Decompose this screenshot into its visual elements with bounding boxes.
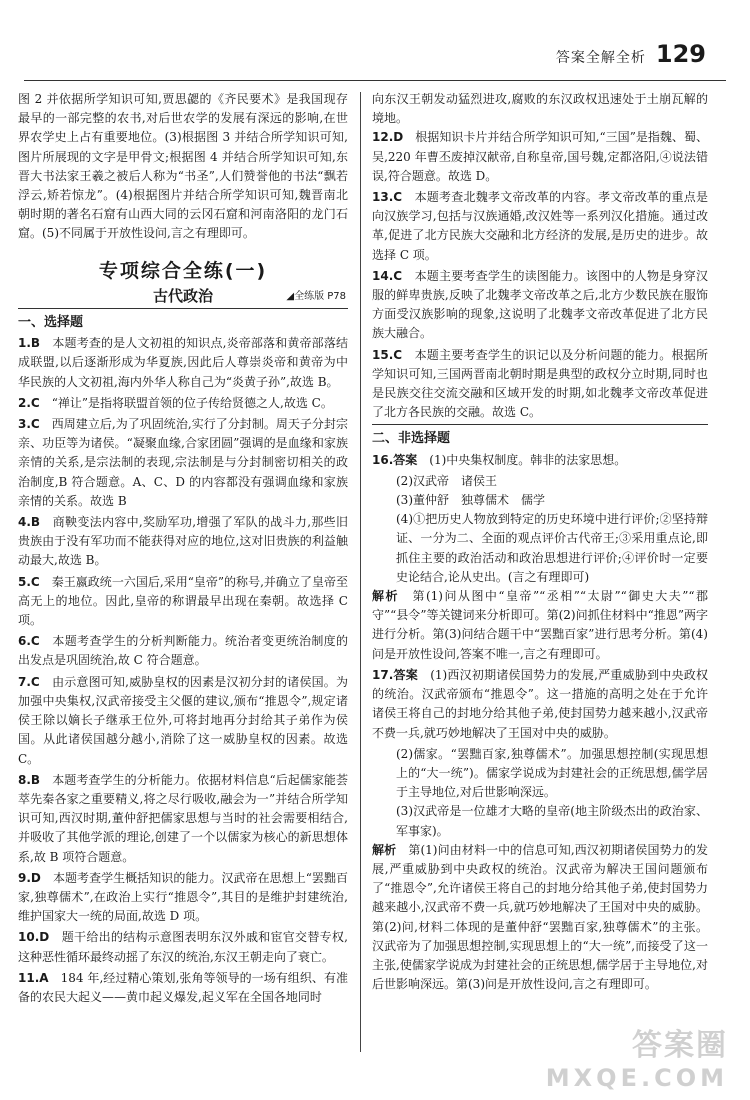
answer-line [372, 666, 708, 743]
question-item [18, 632, 348, 670]
question-text: 题干给出的结构示意图表明东汉外戚和宦官交替专权,这种恶性循环最终动摇了东汉的统治,东汉王朝走向了衰亡。 [18, 930, 348, 964]
question-number: 5.C [18, 574, 40, 589]
question-number: 11.A [18, 970, 49, 985]
answer-line: (2)儒家。“罢黜百家,独尊儒术”。加强思想控制(实现思想上的“大一统”)。儒家学说成为封建社会的正统思想,儒学居于主导地位,对后世影响深远。 [396, 746, 708, 800]
question-text: 本题主要考查学生的读图能力。该图中的人物是身穿汉服的鲜卑贵族,反映了北魏孝文帝改革之后,北方少数民族在服饰方面受汉族影响的现象,这说明了北魏孝文帝改革促进了北方民族大融合。 [372, 268, 708, 341]
analysis-label: 解析 [372, 589, 399, 604]
question-16 [372, 451, 708, 664]
watermark-text-top: 答案圈 [632, 1028, 728, 1063]
page-number: 129 [655, 40, 706, 68]
question-item [372, 267, 708, 344]
section-heading-nonchoice: 二、非选择题 [372, 431, 451, 447]
section-rule [372, 424, 708, 425]
question-item [18, 673, 348, 769]
question-number: 7.C [18, 674, 40, 689]
question-text: 184 年,经过精心策划,张角等领导的一场有组织、有准备的农民大起义——黄巾起义爆发,起义军在全国各地同时 [18, 970, 348, 1004]
question-item [18, 771, 348, 867]
section-rule [18, 308, 348, 309]
question-number: 9.D [18, 870, 41, 885]
question-17 [372, 666, 708, 994]
right-intro-paragraph: 向东汉王朝发动猛烈进攻,腐败的东汉政权迅速处于土崩瓦解的境地。 [372, 92, 708, 126]
answer-line: (3)董仲舒 独尊儒术 儒学 [396, 493, 545, 508]
analysis-paragraph [372, 587, 708, 664]
section-subtitle: 古代政治 [152, 286, 213, 305]
question-item [372, 128, 708, 186]
question-text: 本题考查学生的分析能力。依据材料信息“后起儒家能荟萃先秦各家之重要精义,将之尽行吸收,融会为一”并结合所学知识可知,西汉时期,董仲舒把儒家思想与当时的社会需要相结合,并吸收了其他学派的理论,创建了一个以儒家为核心的新思想体系,故 B 项符合题意。 [18, 772, 348, 864]
analysis-text: 第(1)问从图中“皇帝”“丞相”“太尉”“御史大夫”“郡守”“县令”等关键词来分析即可。第(2)问抓住材料中“推恩”两字进行分析。第(3)问结合题干中“罢黜百家”进行思考分析。第(4)问是开放性设问,答案不唯一,言之有理即可。 [372, 589, 708, 661]
header-label: 答案全解全析 [555, 50, 646, 66]
question-number: 2.C [18, 395, 40, 410]
question-text: 本题考查的是人文初祖的知识点,炎帝部落和黄帝部落结成联盟,以后逐渐形成为华夏族,因此后人尊崇炎帝和黄帝为中华民族的人文初祖,海内外华人称自己为“炎黄子孙”,故选 B。 [18, 336, 348, 389]
left-question-list [18, 334, 348, 1007]
question-item [18, 334, 348, 392]
question-text: 商鞅变法内容中,奖励军功,增强了军队的战斗力,那些旧贵族由于没有军功而不能获得对应的地位,这对旧贵族的利益触动最大,故选 B。 [18, 515, 348, 568]
watermark-text-bottom: MXQE.COM [545, 1064, 728, 1092]
analysis-paragraph [372, 841, 708, 995]
page-reference: ◢全练版 P78 [286, 290, 346, 302]
question-number: 4.B [18, 515, 41, 530]
answer-text: (1)中央集权制度。韩非的法家思想。 [429, 452, 627, 467]
right-column [372, 90, 708, 996]
answer-line [372, 451, 708, 470]
question-number: 8.B [18, 772, 41, 787]
question-number: 15.C [372, 347, 403, 362]
question-number: 13.C [372, 190, 403, 205]
question-text: 根据知识卡片并结合所学知识可知,“三国”是指魏、蜀、吴,220 年曹丕废掉汉献帝,自称皇帝,国号魏,定都洛阳,④说法错误,符合题意。故选 D。 [372, 130, 708, 183]
question-item [18, 415, 348, 511]
left-intro-paragraph: 图 2 并依据所学知识可知,贾思勰的《齐民要术》是我国现存最早的一部完整的农书,对后世农学的发展有深远的影响,在世界农学史上占有重要地位。(3)根据图 3 并结合所学知识可知,图片所展现的文字是甲骨文;根据图 4 并结合所学知识可知,东晋大书法家王羲之被后人称为“书圣”,人们赞誉他的书法“飘若浮云,矫若惊龙”。(4)根据图片并结合所学知识可知,魏晋南北朝时期的著名石窟有山西大同的云冈石窟和河南洛阳的龙门石窟。(5)不同属于开放性设问,言之有理即可。 [18, 92, 348, 241]
question-text: 本题主要考查学生的识记以及分析问题的能力。根据所学知识可知,三国两晋南北朝时期是典型的政权分立时期,同时也是民族交往交流交融和区域开发的时期,如北魏孝文帝改革促进了北方各民族的交融。故选 C。 [372, 347, 708, 420]
page-header [556, 40, 706, 68]
header-rule [24, 80, 726, 81]
answer-line: (3)汉武帝是一位雄才大略的皇帝(地主阶级杰出的政治家、军事家)。 [396, 804, 708, 838]
question-item [372, 188, 708, 265]
question-number: 14.C [372, 268, 403, 283]
question-item [18, 573, 348, 631]
question-item [18, 513, 348, 571]
answer-text: (1)西汉初期诸侯国势力的发展,严重威胁到中央政权的统治。汉武帝颁布“推恩令”。这一措施的高明之处在于允许诸侯王将自己的封地分给其他子弟,使封国势力越来越小,汉武帝不费一兵,就巧妙地解决了王国对中央的威胁。 [372, 667, 708, 740]
question-number: 1.B [18, 336, 41, 351]
column-divider [360, 92, 361, 1052]
section-heading-choice: 一、选择题 [18, 315, 84, 331]
analysis-text: 第(1)问由材料一中的信息可知,西汉初期诸侯国势力的发展,严重威胁到中央政权的统治。汉武帝为解决王国问题颁布了“推恩令”,允许诸侯王将自己的封地分给其他子弟,使封国势力越来越小,汉武帝不费一兵,就巧妙地解决了王国对中央的威胁。第(2)问,材料二体现的是董仲舒“罢黜百家,独尊儒术”的主张。汉武帝为了加强思想控制,实现思想上的“大一统”,而接受了这一主张,使儒家学说成为封建社会的正统思想,儒学居于主导地位,对后世影响深远。第(3)问是开放性设问,言之有理即可。 [372, 842, 708, 992]
question-item [18, 394, 348, 413]
watermark-logo [546, 1020, 728, 1092]
question-text: “禅让”是指将联盟首领的位子传给贤德之人,故选 C。 [51, 395, 333, 410]
right-question-list [372, 128, 708, 422]
question-number: 10.D [18, 930, 50, 945]
answer-label: 16.答案 [372, 452, 418, 467]
question-item [18, 928, 348, 966]
subtitle-row [18, 287, 348, 306]
special-title: 专项综合全练(一) [98, 259, 268, 282]
question-number: 6.C [18, 634, 40, 649]
question-item [18, 869, 348, 927]
question-item [372, 346, 708, 423]
question-text: 本题考查学生概括知识的能力。汉武帝在思想上“罢黜百家,独尊儒术”,在政治上实行“推恩令”,其目的是维护封建统治,维护国家大一统的局面,故选 D 项。 [18, 870, 348, 924]
question-item [18, 969, 348, 1007]
analysis-label: 解析 [372, 842, 397, 857]
question-number: 12.D [372, 130, 404, 145]
answer-label: 17.答案 [372, 667, 418, 682]
answer-line: (4)①把历史人物放到特定的历史环境中进行评价;②坚持辩证、一分为二、全面的观点评价古代帝王;③采用重点论,即抓住主要的政治活动和政治思想进行评价;④评价时一定要史论结合,论从史出。(言之有理即可) [396, 512, 708, 584]
question-text: 由示意图可知,威胁皇权的因素是汉初分封的诸侯国。为加强中央集权,汉武帝接受主父偃的建议,颁布“推恩令”,规定诸侯王除以嫡长子继承王位外,可将封地再分封给其子弟作为侯国。从此诸侯国越分越小,消除了这一威胁皇权的因素。故选 C。 [18, 674, 348, 766]
question-text: 本题考查北魏孝文帝改革的内容。孝文帝改革的重点是向汉族学习,包括与汉族通婚,改汉姓等一系列汉化措施。通过改革,促进了北方民族大交融和北方经济的发展,是历史的进步。故选择 C 项。 [372, 190, 708, 262]
question-text: 秦王嬴政统一六国后,采用“皇帝”的称号,并确立了皇帝至高无上的地位。因此,皇帝的称谓最早出现在秦朝。故选择 C 项。 [18, 574, 348, 628]
question-text: 西周建立后,为了巩固统治,实行了分封制。周天子分封宗亲、功臣等为诸侯。“凝聚血缘,合家团圆”强调的是血缘和家族亲情的关系,是宗法制的表现,宗法制是与分封制密切相关的政治制度,B 符合题意。A、C、D 的内容都没有强调血缘和家族亲情的关系。故选 B [18, 417, 348, 508]
answer-line: (2)汉武帝 诸侯王 [396, 473, 497, 488]
question-number: 3.C [18, 417, 40, 432]
question-text: 本题考查学生的分析判断能力。统治者变更统治制度的出发点是巩固统治,故 C 符合题意。 [18, 634, 348, 668]
left-column [18, 90, 348, 1009]
